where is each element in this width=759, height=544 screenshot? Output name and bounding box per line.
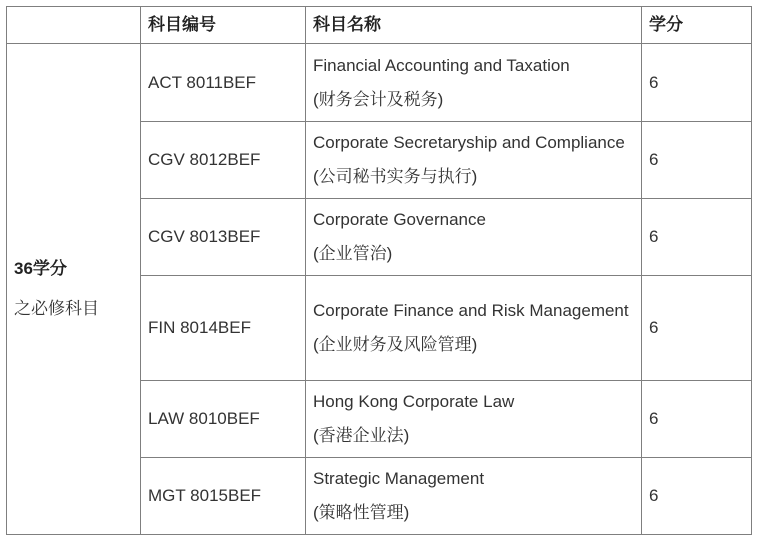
course-code: CGV 8013BEF	[141, 199, 306, 276]
course-name-zh: (企业管治)	[313, 244, 393, 263]
course-name-zh: (企业财务及风险管理)	[313, 335, 478, 354]
group-credits: 36学分	[14, 259, 67, 278]
course-name-en: Corporate Finance and Risk Management	[313, 301, 629, 320]
course-name	[306, 458, 642, 535]
header-group	[7, 7, 141, 44]
course-name-en: Corporate Governance	[313, 210, 486, 229]
required-group-cell	[7, 44, 141, 535]
course-credits: 6	[642, 44, 752, 122]
group-label: 之必修科目	[14, 299, 99, 318]
course-table-wrapper	[6, 6, 752, 535]
course-code: ACT 8011BEF	[141, 44, 306, 122]
course-name	[306, 44, 642, 122]
course-credits: 6	[642, 276, 752, 381]
course-code: FIN 8014BEF	[141, 276, 306, 381]
course-name-zh: (香港企业法)	[313, 426, 410, 445]
header-course-name: 科目名称	[306, 7, 642, 44]
course-name	[306, 199, 642, 276]
course-name	[306, 122, 642, 199]
course-code: LAW 8010BEF	[141, 381, 306, 458]
course-credits: 6	[642, 381, 752, 458]
course-table	[6, 6, 752, 535]
course-name-en: Financial Accounting and Taxation	[313, 55, 570, 75]
course-code: CGV 8012BEF	[141, 122, 306, 199]
course-name	[306, 381, 642, 458]
course-credits: 6	[642, 122, 752, 199]
course-name-zh: (财务会计及税务)	[313, 89, 444, 109]
course-name	[306, 276, 642, 381]
header-course-code: 科目编号	[141, 7, 306, 44]
course-name-en: Corporate Secretaryship and Compliance	[313, 133, 625, 152]
course-credits: 6	[642, 458, 752, 535]
course-code: MGT 8015BEF	[141, 458, 306, 535]
course-name-zh: (策略性管理)	[313, 503, 410, 522]
table-row	[7, 44, 752, 122]
course-name-en: Strategic Management	[313, 469, 485, 488]
course-credits: 6	[642, 199, 752, 276]
course-name-en: Hong Kong Corporate Law	[313, 392, 515, 411]
course-name-zh: (公司秘书实务与执行)	[313, 167, 478, 186]
table-header-row	[7, 7, 752, 44]
header-credits: 学分	[642, 7, 752, 44]
